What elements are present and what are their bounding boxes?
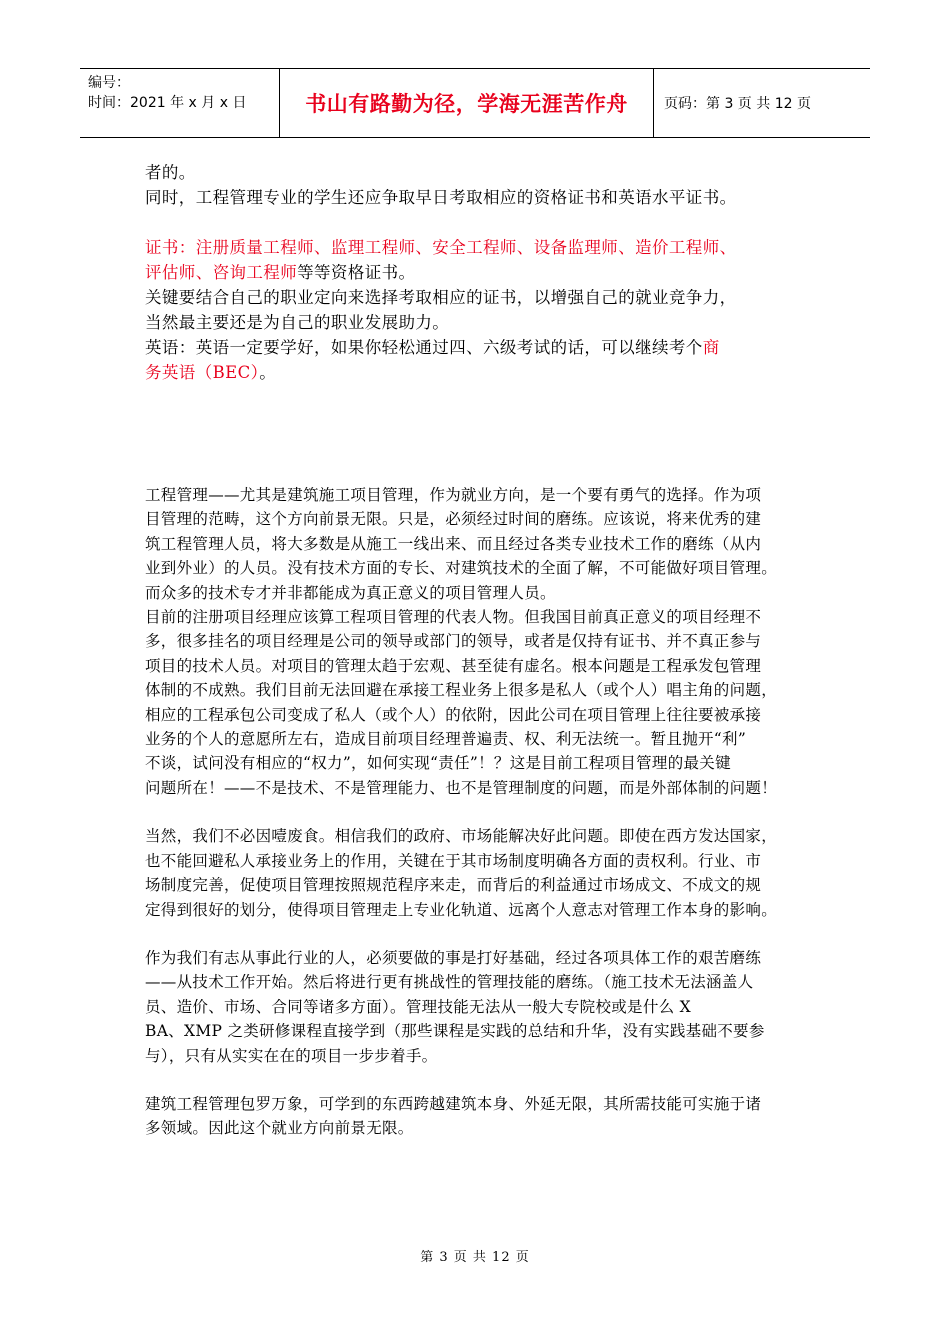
text-line: 同时，工程管理专业的学生还应争取早日考取相应的资格证书和英语水平证书。 [145, 188, 737, 207]
english-suffix: 。 [259, 363, 277, 382]
certificate-line [145, 235, 825, 260]
text-line: BA、XMP 之类研修课程直接学到（那些课程是实践的总结和升华，没有实践基础不要参 [145, 1022, 765, 1041]
text-line: 多，很多挂名的项目经理是公司的领导或部门的领导，或者是仅持有证书、并不真正参与 [145, 632, 762, 651]
main-section [145, 483, 825, 1141]
text-line: ——从技术工作开始。然后将进行更有挑战性的管理技能的磨练。（施工技术无法涵盖人 [145, 973, 754, 992]
text-line: 当然，我们不必因噎废食。相信我们的政府、市场能解决好此问题。即使在西方发达国家， [145, 827, 778, 846]
header-meta-cell [80, 69, 280, 137]
text-line: 当然最主要还是为自己的职业发展助力。 [145, 313, 450, 332]
page-footer: 第 3 页 共 12 页 [420, 1250, 530, 1265]
english-line [145, 335, 825, 360]
english-highlight: 商 [702, 338, 720, 357]
text-line: 不谈，试问没有相应的“权力”，如何实现“责任”！？这是目前工程项目管理的最关键 [145, 754, 731, 773]
text-line: 问题所在！——不是技术、不是管理能力、也不是管理制度的问题，而是外部体制的问题！ [145, 778, 778, 797]
text-line: 与），只有从实实在在的项目一步步着手。 [145, 1046, 438, 1065]
certificate-suffix: 等等资格证书。 [297, 263, 416, 282]
text-line: 多领域。因此这个就业方向前景无限。 [145, 1119, 414, 1138]
paragraph [145, 605, 825, 800]
text-line: 者的。 [145, 163, 196, 182]
text-line: 也不能回避私人承接业务上的作用，关键在于其市场制度明确各方面的责权利。行业、市 [145, 851, 762, 870]
document-number-label: 编号： [88, 75, 130, 91]
text-line: 项目的技术人员。对项目的管理太趋于宏观、甚至徒有虚名。根本问题是工程承发包管理 [145, 656, 762, 675]
paragraph [145, 824, 825, 922]
text-line: 场制度完善，促使项目管理按照规范程序来走，而背后的利益通过市场成文、不成文的规 [145, 876, 762, 895]
text-line: 而众多的技术专才并非都能成为真正意义的项目管理人员。 [145, 583, 556, 602]
english-line [145, 360, 825, 385]
text-line: 目前的注册项目经理应该算工程项目管理的代表人物。但我国目前真正意义的项目经理不 [145, 608, 762, 627]
certificate-list: 注册质量工程师、监理工程师、安全工程师、设备监理师、造价工程师、 [195, 238, 737, 257]
text-line: 筑工程管理人员，将大多数是从施工一线出来、而且经过各类专业技术工作的磨练（从内 [145, 534, 762, 553]
top-section [145, 160, 825, 385]
text-line: 相应的工程承包公司变成了私人（或个人）的依附，因此公司在项目管理上往往要被承接 [145, 705, 762, 724]
text-line: 定得到很好的划分，使得项目管理走上专业化轨道、远离个人意志对管理工作本身的影响。 [145, 900, 778, 919]
page-header [80, 68, 870, 138]
certificate-list: 评估师、咨询工程师 [145, 263, 298, 282]
certificate-line [145, 260, 825, 285]
header-page-number: 页码：第 3 页 共 12 页 [664, 96, 811, 112]
certificate-prefix: 证书： [145, 238, 196, 257]
text-line: 关键要结合自己的职业定向来选择考取相应的证书，以增强自己的就业竞争力， [145, 288, 737, 307]
header-motto: 书山有路勤为径，学海无涯苦作舟 [280, 69, 654, 137]
text-line: 业到外业）的人员。没有技术方面的专长、对建筑技术的全面了解，不可能做好项目管理。 [145, 559, 778, 578]
document-date-label: 时间：2021 年 x 月 x 日 [88, 95, 247, 111]
text-line: 目管理的范畴，这个方向前景无限。只是，必须经过时间的磨练。应该说，将来优秀的建 [145, 510, 762, 529]
english-highlight: 务英语（BEC） [145, 363, 260, 382]
paragraph [145, 483, 825, 605]
english-prefix: 英语：英语一定要学好，如果你轻松通过四、六级考试的话，可以继续考个 [145, 338, 703, 357]
text-line: 工程管理——尤其是建筑施工项目管理，作为就业方向，是一个要有勇气的选择。作为项 [145, 486, 762, 504]
paragraph [145, 1092, 825, 1141]
text-line: 作为我们有志从事此行业的人，必须要做的事是打好基础，经过各项具体工作的艰苦磨练 [145, 948, 762, 967]
text-line: 员、造价、市场、合同等诸多方面）。管理技能无法从一般大专院校或是什么 X [145, 997, 692, 1016]
text-line: 体制的不成熟。我们目前无法回避在承接工程业务上很多是私人（或个人）唱主角的问题， [145, 681, 778, 700]
text-line: 业务的个人的意愿所左右，造成目前项目经理普遍责、权、利无法统一。暂且抛开“利” [145, 730, 747, 749]
text-line: 建筑工程管理包罗万象，可学到的东西跨越建筑本身、外延无限，其所需技能可实施于诸 [145, 1094, 762, 1113]
paragraph [145, 946, 825, 1068]
